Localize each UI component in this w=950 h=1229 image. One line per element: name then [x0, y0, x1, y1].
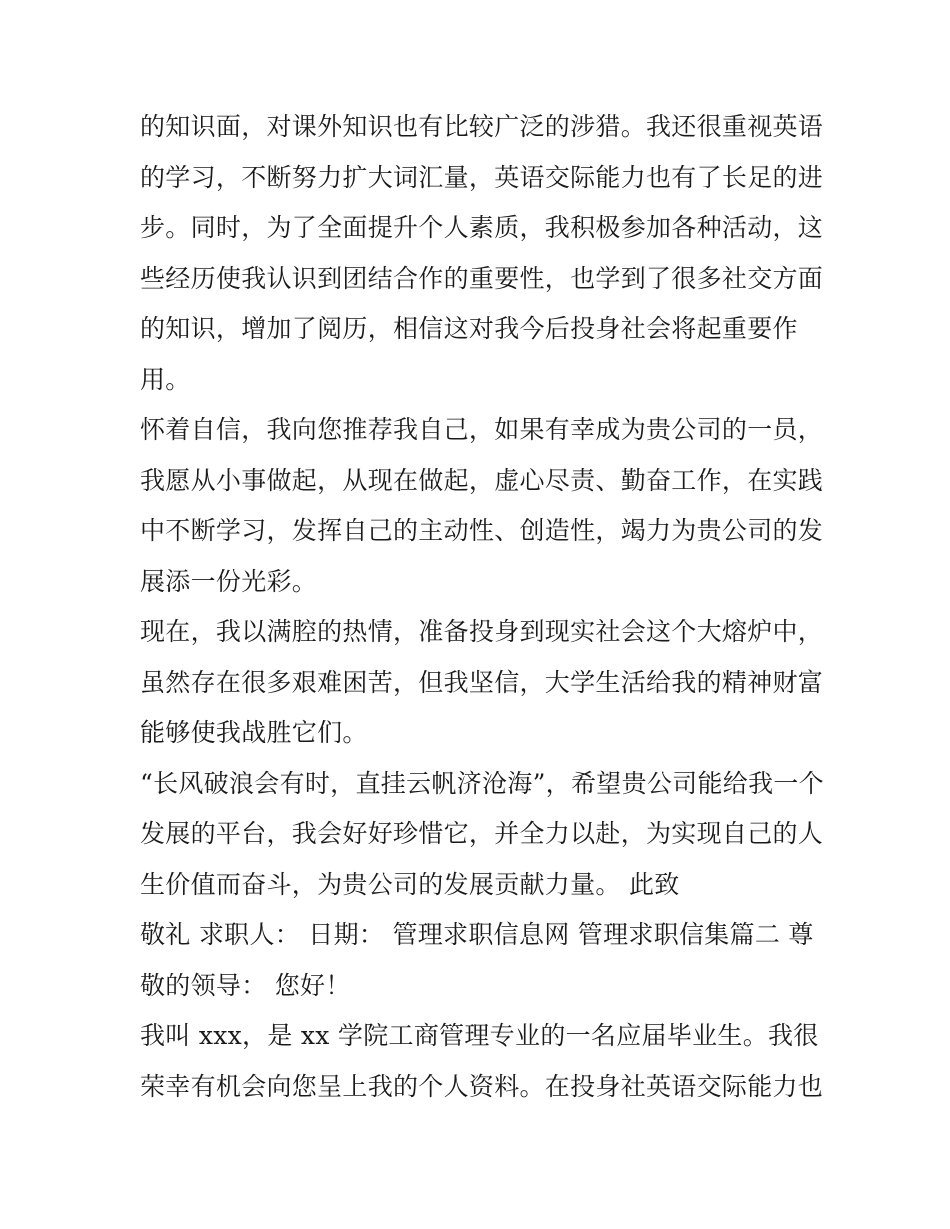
text-line: 敬的领导： 您好！	[140, 970, 351, 1000]
text-line: 荣幸有机会向您呈上我的个人资料。在投身社英语交际能力也	[140, 1071, 824, 1101]
text-line: 虽然存在很多艰难困苦，但我坚信，大学生活给我的精神财富	[140, 667, 824, 697]
text-line: 用。	[140, 364, 191, 394]
text-line: 我愿从小事做起，从现在做起，虚心尽责、勤奋工作，在实践	[140, 465, 824, 495]
text-line: 我叫 xxx，是 xx 学院工商管理专业的一名应届毕业生。我很	[140, 1021, 819, 1050]
body-text	[140, 102, 824, 1112]
text-line: 的学习，不断努力扩大词汇量，英语交际能力也有了长足的进	[140, 162, 824, 192]
text-line: 些经历使我认识到团结合作的重要性，也学到了很多社交方面	[140, 263, 824, 293]
text-line: 中不断学习，发挥自己的主动性、创造性，竭力为贵公司的发	[140, 516, 824, 545]
text-line: 的知识面，对课外知识也有比较广泛的涉猎。我还很重视英语	[140, 112, 824, 141]
text-line: 敬礼 求职人： 日期： 管理求职信息网 管理求职信集篇二 尊	[140, 920, 814, 949]
text-line: “长风破浪会有时，直挂云帆济沧海”，希望贵公司能给我一个	[140, 768, 824, 798]
text-line: 怀着自信，我向您推荐我自己，如果有幸成为贵公司的一员，	[140, 415, 824, 444]
text-line: 现在，我以满腔的热情，准备投身到现实社会这个大熔炉中，	[140, 617, 824, 646]
text-line: 步。同时，为了全面提升个人素质，我积极参加各种活动，这	[140, 213, 824, 242]
text-line: 生价值而奋斗，为贵公司的发展贡献力量。 此致	[140, 869, 680, 899]
text-line: 能够使我战胜它们。	[140, 718, 368, 747]
text-line: 发展的平台，我会好好珍惜它，并全力以赴，为实现自己的人	[140, 819, 824, 848]
text-line: 展添一份光彩。	[140, 566, 318, 596]
text-line: 的知识，增加了阅历，相信这对我今后投身社会将起重要作	[140, 314, 798, 343]
